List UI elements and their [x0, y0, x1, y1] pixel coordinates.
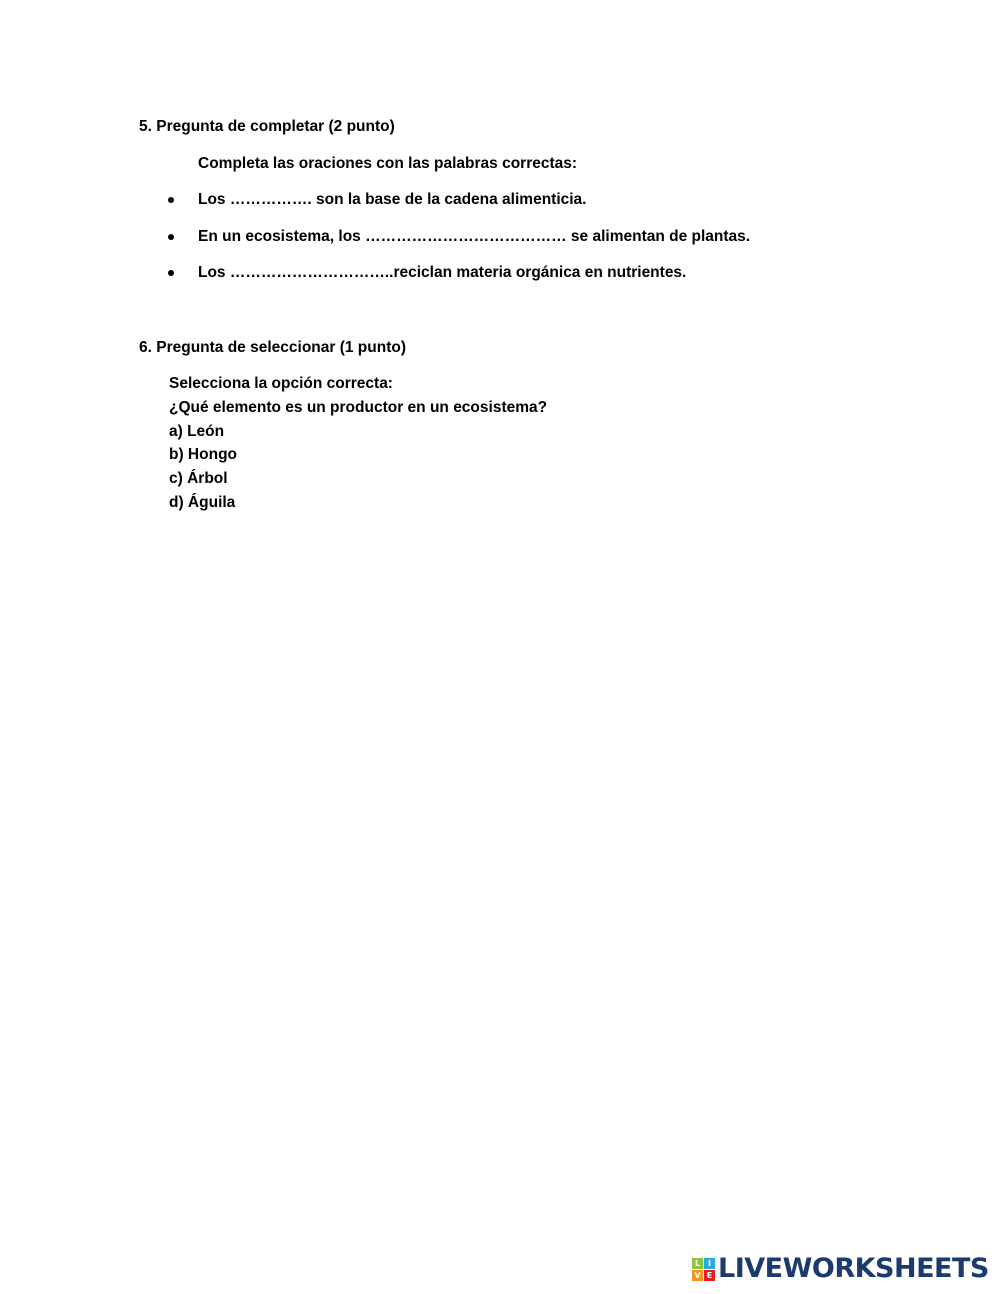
logo-tile-v: V: [692, 1270, 703, 1281]
bullet-icon: [168, 197, 174, 203]
bullet-icon: [168, 270, 174, 276]
option-a: a) León: [169, 423, 225, 440]
live-logo-icon: [692, 1258, 715, 1281]
option-b: b) Hongo: [169, 446, 238, 463]
logo-tile-i: I: [704, 1258, 715, 1269]
fill-in-sentence-2: En un ecosistema, los ………………………………… se alimentan de plantas.: [198, 228, 751, 245]
logo-text: LIVEWORKSHEETS: [718, 1253, 989, 1284]
question-5-instruction: Completa las oraciones con las palabras correctas:: [198, 155, 578, 172]
question-5-title: 5. Pregunta de completar (2 punto): [139, 118, 395, 135]
fill-in-sentence-1: Los ……………. son la base de la cadena alimenticia.: [198, 191, 587, 208]
option-c: c) Árbol: [169, 470, 228, 487]
question-6-prompt: ¿Qué elemento es un productor en un ecosistema?: [169, 399, 548, 416]
question-6-title: 6. Pregunta de seleccionar (1 punto): [139, 339, 407, 356]
liveworksheets-logo: [692, 1254, 989, 1284]
fill-in-sentence-3: Los …………………………..reciclan materia orgánica en nutrientes.: [198, 264, 687, 281]
logo-tile-l: L: [692, 1258, 703, 1269]
question-6-instruction: Selecciona la opción correcta:: [169, 375, 393, 392]
logo-tile-e: E: [704, 1270, 715, 1281]
option-d: d) Águila: [169, 494, 236, 511]
bullet-icon: [168, 234, 174, 240]
